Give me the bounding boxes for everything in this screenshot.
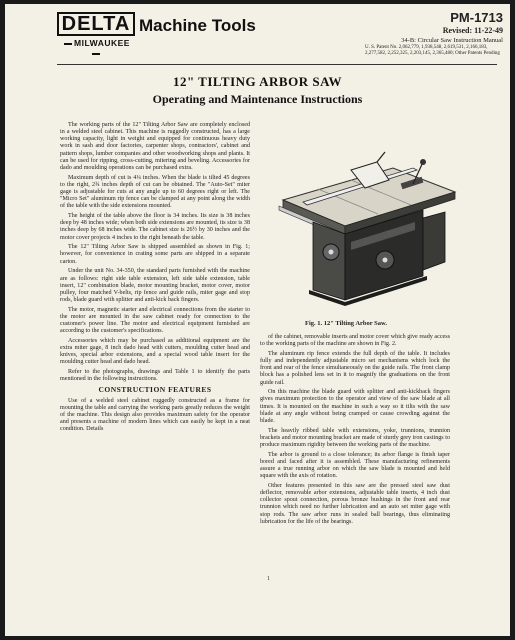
doc-number: PM-1713 — [450, 10, 503, 25]
paragraph: The motor, magnetic starter and electrical connections from the starter to the motor are mounted in the saw cabinet ready for connection to the customer's power line. The motor and electrical equipment furnished are according to the customer's specifications. — [60, 306, 250, 335]
saw-photo — [273, 122, 458, 312]
patent-list: U. S. Patent No. 2,062,779, 1,938,548, 2,619,531, 2,166,183, 2,277,582, 2,252,325, 2,203,145, 2,365,480; Other Patents Pending — [365, 45, 500, 56]
paragraph: Refer to the photographs, drawings and Table 1 to identify the parts mentioned in the following instructions. — [60, 369, 250, 383]
paragraph: The heavily ribbed table with extensions, yoke, trunnions, trunnion brackets and motor mounting bracket are made of sturdy grey iron castings to produce maximum rigidity between the working parts of the machine. — [260, 427, 450, 448]
paragraph: The aluminum rip fence extends the full depth of the table. It includes fully and independently adjustable micro set mechanisms which lock the front and rear of the fence simultaneously on the guide rails. The front clamp block has a polished lens set in it to magnify the graduations on the front guide rail. — [260, 350, 450, 386]
logo-delta-text: DELTA — [57, 12, 135, 36]
text-column-left — [60, 122, 250, 436]
header-divider — [57, 64, 497, 65]
paragraph: Other features presented in this saw are the pressed steel saw dust deflector, removable arbor extensions, adjustable table inserts, 4 inch dust collector spout connection, porous bronze bushings in the front and rear trunnion which need no further lubrication and an auto set miter gage with stop rods. The saw arbor runs in sealed ball bearings, thus eliminating lubrication for the life of the bearings. — [260, 482, 450, 525]
paragraph: The working parts of the 12" Tilting Arbor Saw are completely enclosed in a welded steel cabinet. This machine is ruggedly constructed, has a large working capacity, light in weight and equipped for continuous heavy duty work in sash and door factories, carpenter shops, contractors', cabinet and pattern shops, lumber companies and other woodworking shops and plants. It can be used for ripping, cross-cutting, mitering and beveling. Accessories for dado and moulding operations can be purchased extra. — [60, 122, 250, 171]
paragraph: The arbor is ground to a close tolerance; its arbor flange is finish taper bored and faced after it is assembled. These manufacturing refinements assure a true running arbor on which the saw blade is mounted and held square with the axis of rotation. — [260, 451, 450, 480]
paragraph: The 12" Tilting Arbor Saw is shipped assembled as shown in Fig. 1; however, for convenience in crating some parts are shipped in a separate carton. — [60, 244, 250, 265]
manual-page — [5, 4, 510, 636]
tilting-arbor-saw-illustration — [273, 122, 458, 312]
page-number: 1 — [267, 576, 270, 582]
logo-milwaukee-text: MILWAUKEE — [57, 38, 135, 58]
paragraph: The height of the table above the floor is 34 inches. Its size is 38 inches deep by 48 inches wide; when both side extensions are mounted, its size is 38 inches deep by 68 inches wide. The cabinet size is 26½ by 30 inches and the motor cover projects 4 inches to the right beneath the table. — [60, 213, 250, 241]
figure-caption: Fig. 1. 12" Tilting Arbor Saw. — [305, 320, 387, 327]
text-column-right — [260, 334, 450, 528]
paragraph: Maximum depth of cut is 4¼ inches. When the blade is tilted 45 degrees to the right, 2¾ inches depth of cut can be obtained. The "Auto-Set" miter gage is adjustable for cuts at any angle up to 60 degrees right or left. The "Micro Set" aluminum rip fence can be clamped at any point along the width of the table with the side extensions mounted. — [60, 174, 250, 210]
paragraph: Accessories which may be purchased as additional equipment are the extra miter gage, 8 inch dado head with cutters, moulding cutter head and knives, special arbor extensions, and a special wood table insert for the moulding cutter head and dado head. — [60, 337, 250, 366]
document-info — [313, 10, 503, 57]
series-label: 34-B: Circular Saw Instruction Manual — [401, 37, 503, 44]
brand-header — [57, 12, 256, 54]
revised-date: Revised: 11-22-49 — [442, 26, 503, 35]
paragraph: On this machine the blade guard with splitter and anti-kickback fingers gives maximum protection to the operator and view of the saw blade at all times. It is mounted on the machine in such a way so it tilts with the saw blade at any angle without being cramped or cause crowding against the blade. — [260, 389, 450, 424]
section-heading: CONSTRUCTION FEATURES — [98, 385, 212, 395]
page-subtitle: Operating and Maintenance Instructions — [152, 92, 363, 106]
paragraph: of the cabinet, removable inserts and motor cover which give ready access to the working parts of the machine are shown in Fig. 2. — [260, 334, 450, 348]
brand-name: Machine Tools — [139, 16, 256, 35]
paragraph: Use of a welded steel cabinet ruggedly constructed as a frame for mounting the table and carrying the working parts greatly reduces the weight of the machine. This design also provides maximum safety for the operator and presents a machine of modern lines which can easily be kept in a neat condition. Details — [60, 397, 250, 433]
delta-logo — [57, 12, 135, 54]
page-title: 12" TILTING ARBOR SAW — [172, 74, 343, 89]
paragraph: Under the unit No. 34-350, the standard parts furnished with the machine are as follows: right side table extension, left side table extension, table insert, 12" combination blade, motor mounting bracket, motor cover, motor pulley, four matched V-belts, rip fence and guide rails, miter gage and stop rods, blade guard with splitter and anti-kick back fingers. — [60, 268, 250, 303]
